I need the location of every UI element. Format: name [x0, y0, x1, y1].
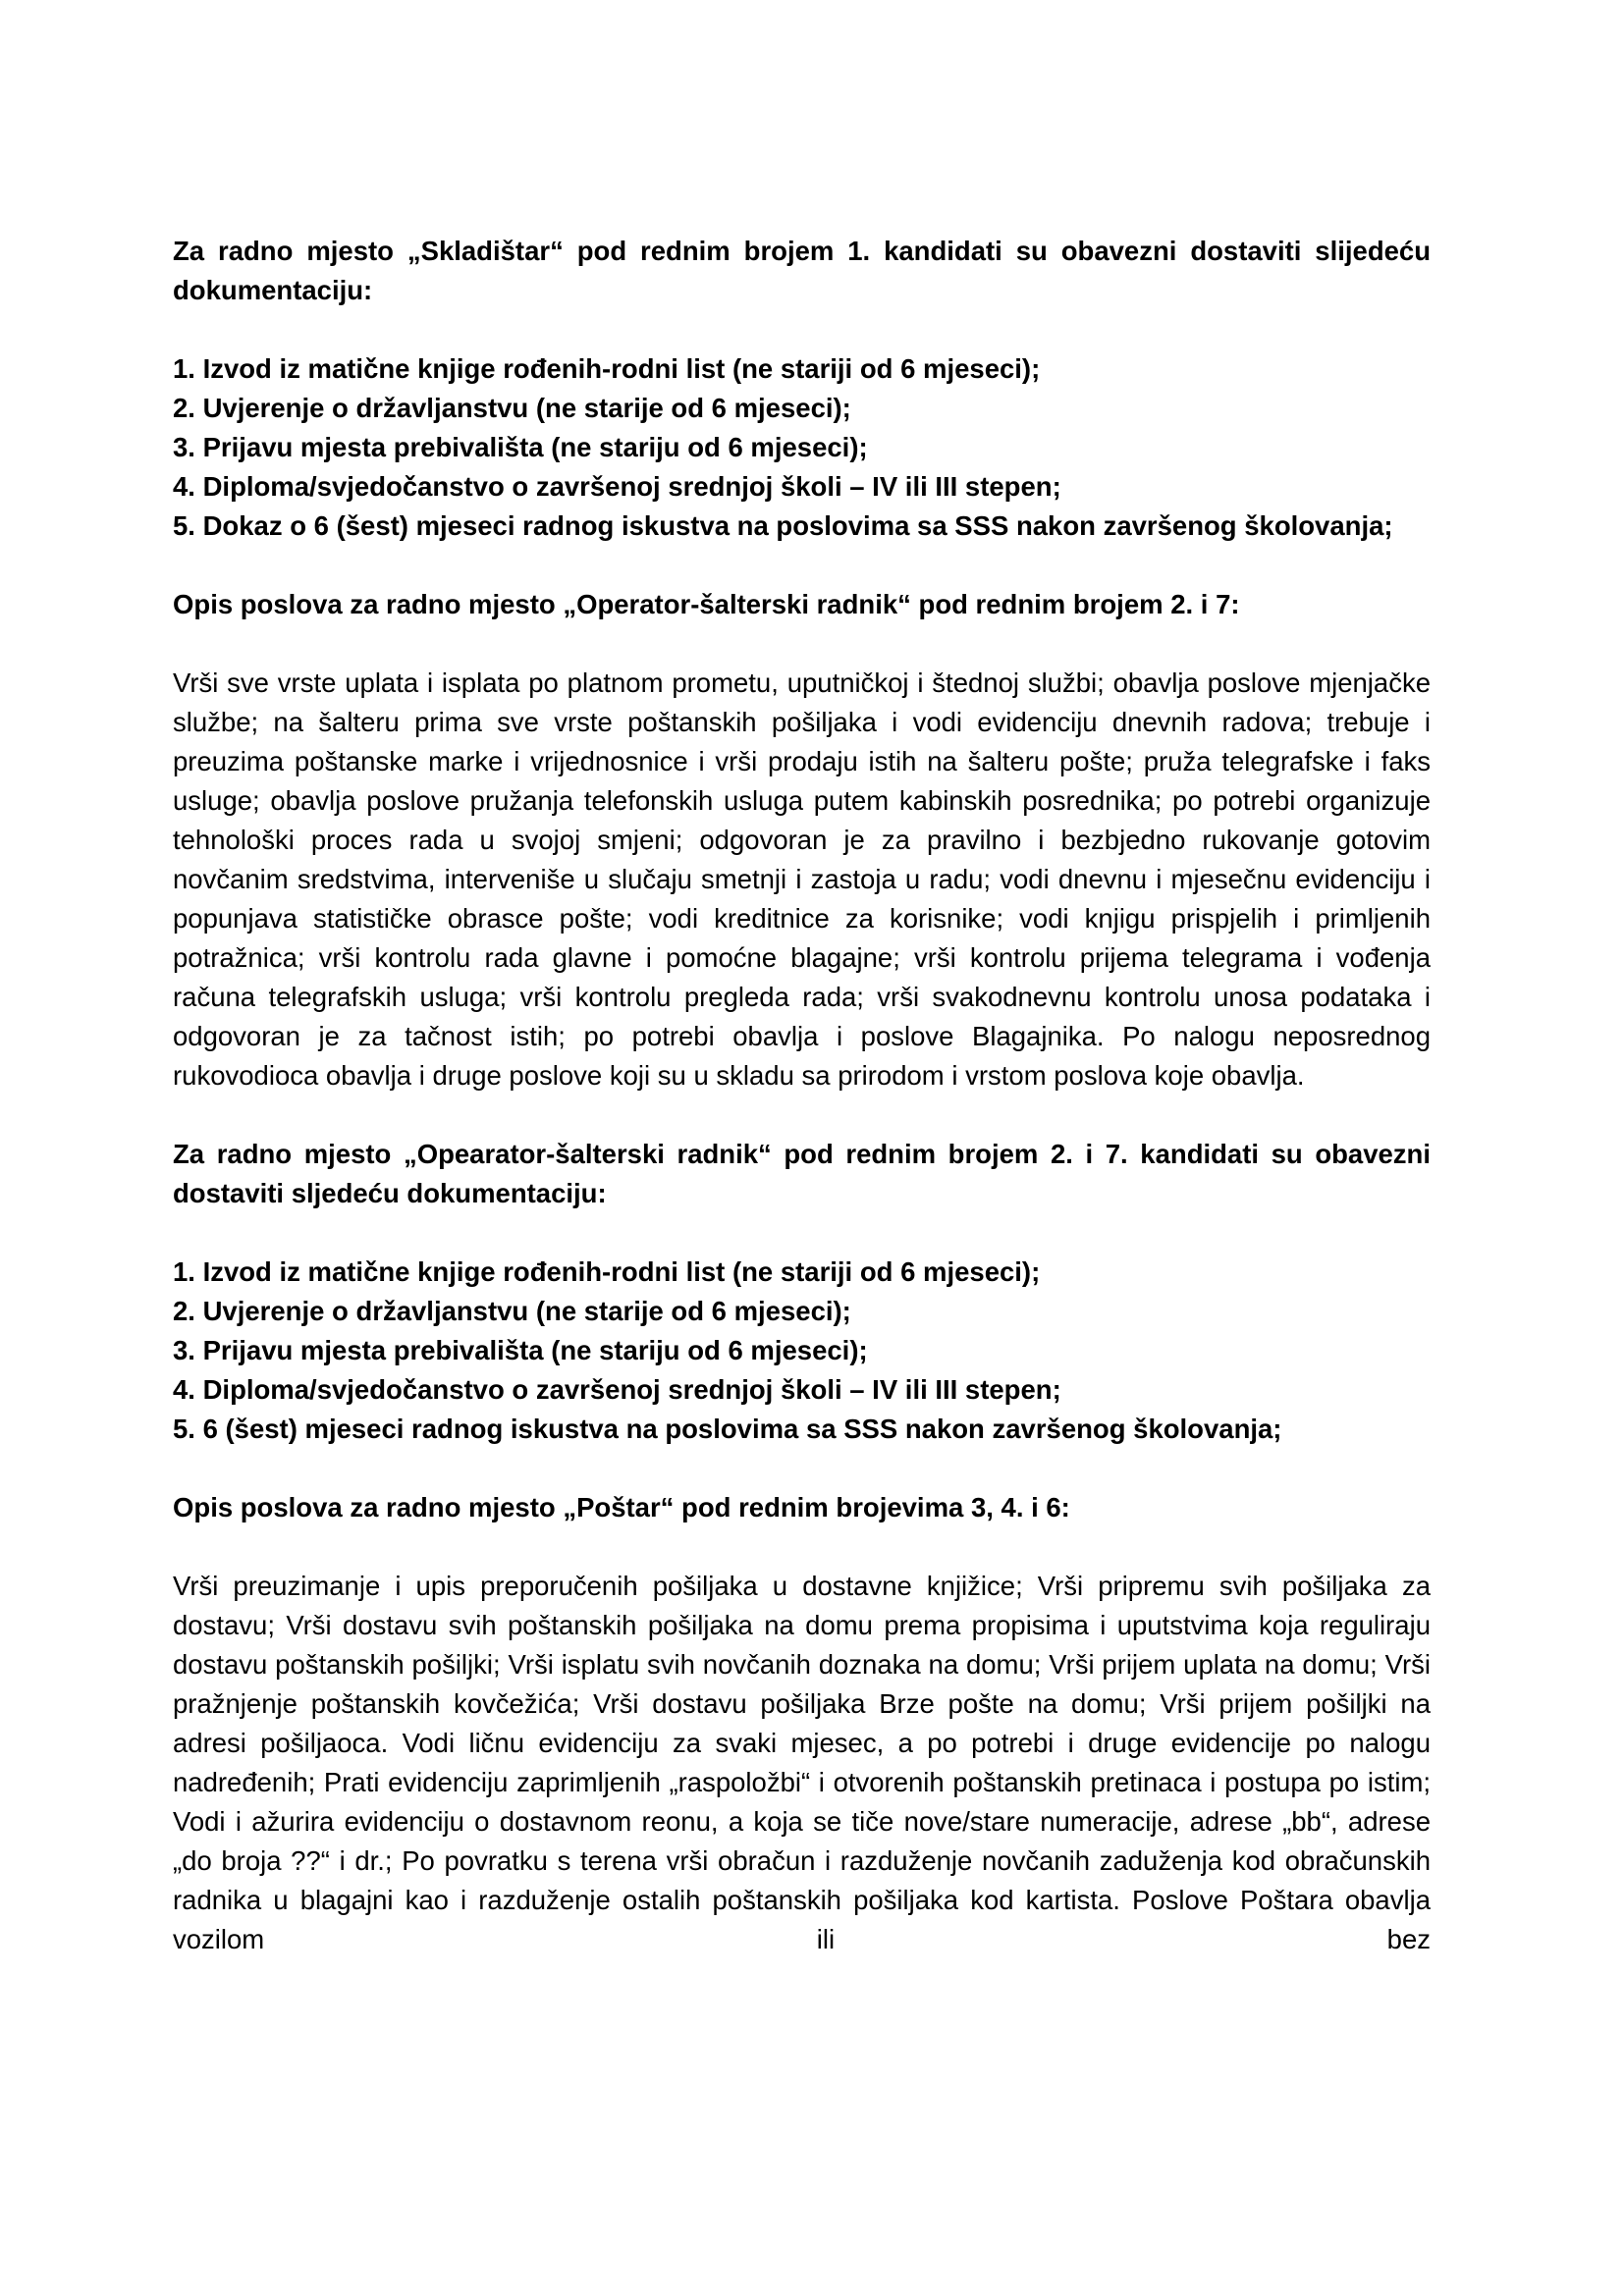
- section-heading-operator-description: Opis poslova za radno mjesto „Operator-šalterski radnik“ pod rednim brojem 2. i 7:: [173, 589, 1240, 619]
- list-item: 1. Izvod iz matične knjige rođenih-rodni list (ne stariji od 6 mjeseci);: [173, 1256, 1041, 1287]
- list-item: 2. Uvjerenje o državljanstvu (ne starije od 6 mjeseci);: [173, 1296, 851, 1326]
- document-page: [173, 232, 1431, 1959]
- list-item: 4. Diploma/svjedočanstvo o završenoj srednjoj školi – IV ili III stepen;: [173, 471, 1061, 502]
- spacer: [173, 1095, 1431, 1135]
- spacer: [173, 624, 1431, 664]
- section-heading-skladistar-documents: Za radno mjesto „Skladištar“ pod rednim brojem 1. kandidati su obavezni dostaviti slijedeću dokumentaciju:: [173, 236, 1431, 305]
- spacer: [173, 1449, 1431, 1488]
- list-item: 5. Dokaz o 6 (šest) mjeseci radnog iskustva na poslovima sa SSS nakon završenog školovanja;: [173, 510, 1393, 541]
- list-item: 1. Izvod iz matične knjige rođenih-rodni list (ne stariji od 6 mjeseci);: [173, 353, 1041, 384]
- required-documents-list-skladistar: [173, 349, 1431, 546]
- required-documents-list-operator: [173, 1253, 1431, 1449]
- list-item: 3. Prijavu mjesta prebivališta (ne stariju od 6 mjeseci);: [173, 1335, 868, 1365]
- job-description-operator: Vrši sve vrste uplata i isplata po platnom prometu, uputničkoj i štednoj službi; obavlja poslove mjenjačke službe; na šalteru prima sve vrste poštanskih pošiljaka i vodi evidenciju dnevnih radova; trebuje i preuzima poštanske marke i vrijednosnice i vrši prodaju istih na šalteru pošte; pruža telegrafske i faks usluge; obavlja poslove pružanja telefonskih usluga putem kabinskih posrednika; po potrebi organizuje tehnološki proces rada u svojoj smjeni; odgovoran je za pravilno i bezbjedno rukovanje gotovim novčanim sredstvima, interveniše u slučaju smetnji i zastoja u radu; vodi dnevnu i mjesečnu evidenciju i popunjava statističke obrasce pošte; vodi kreditnice za korisnike; vodi knjigu prispjelih i primljenih potražnica; vrši kontrolu rada glavne i pomoćne blagajne; vrši kontrolu prijema telegrama i vođenja računa telegrafskih usluga; vrši kontrolu pregleda rada; vrši svakodnevnu kontrolu unosa podataka i odgovoran je za tačnost istih; po potrebi obavlja i poslove Blagajnika. Po nalogu neposrednog rukovodioca obavlja i druge poslove koji su u skladu sa prirodom i vrstom poslova koje obavlja.: [173, 667, 1431, 1091]
- list-item: 4. Diploma/svjedočanstvo o završenoj srednjoj školi – IV ili III stepen;: [173, 1374, 1061, 1405]
- list-item: 3. Prijavu mjesta prebivališta (ne stariju od 6 mjeseci);: [173, 432, 868, 462]
- section-heading-operator-documents: Za radno mjesto „Opearator-šalterski radnik“ pod rednim brojem 2. i 7. kandidati su obavezni dostaviti sljedeću dokumentaciju:: [173, 1139, 1431, 1208]
- spacer: [173, 1527, 1431, 1567]
- spacer: [173, 546, 1431, 585]
- job-description-postar: Vrši preuzimanje i upis preporučenih pošiljaka u dostavne knjižice; Vrši pripremu svih pošiljaka za dostavu; Vrši dostavu svih poštanskih pošiljaka na domu prema propisima i uputstvima koja reguliraju dostavu poštanskih pošiljki; Vrši isplatu svih novčanih doznaka na domu; Vrši prijem uplata na domu; Vrši pražnjenje poštanskih kovčežića; Vrši dostavu pošiljaka Brze pošte na domu; Vrši prijem pošiljki na adresi pošiljaoca. Vodi ličnu evidenciju za svaki mjesec, a po potrebi i druge evidencije po nalogu nadređenih; Prati evidenciju zaprimljenih „raspoložbi“ i otvorenih poštanskih pretinaca i postupa po istim; Vodi i ažurira evidenciju o dostavnom reonu, a koja se tiče nove/stare numeracije, adrese „bb“, adrese „do broja ??“ i dr.; Po povratku s terena vrši obračun i razduženje novčanih zaduženja kod obračunskih radnika u blagajni kao i razduženje ostalih poštanskih pošiljaka kod kartista. Poslove Poštara obavlja vozilom ili bez: [173, 1571, 1431, 1954]
- spacer: [173, 1213, 1431, 1253]
- section-heading-postar-description: Opis poslova za radno mjesto „Poštar“ pod rednim brojevima 3, 4. i 6:: [173, 1492, 1070, 1522]
- list-item: 2. Uvjerenje o državljanstvu (ne starije od 6 mjeseci);: [173, 393, 851, 423]
- spacer: [173, 310, 1431, 349]
- list-item: 5. 6 (šest) mjeseci radnog iskustva na poslovima sa SSS nakon završenog školovanja;: [173, 1414, 1282, 1444]
